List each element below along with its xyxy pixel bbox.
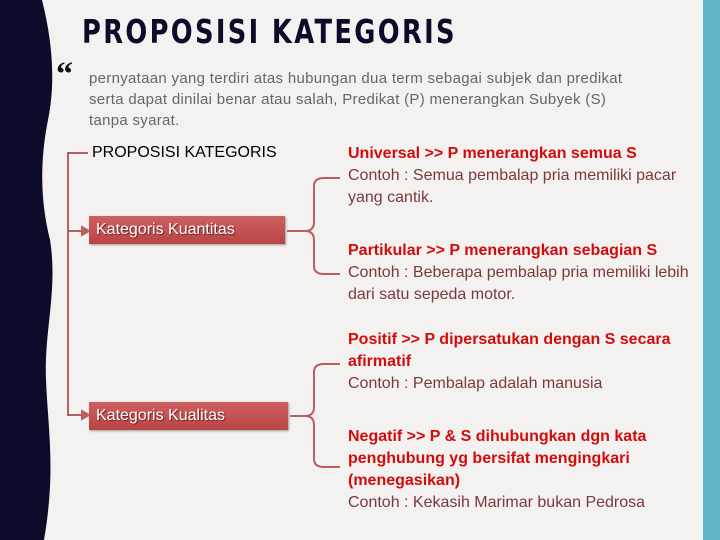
item-heading: Partikular >> P menerangkan sebagian S	[348, 242, 658, 259]
item-heading: Negatif >> P & S dihubungkan dgn kata penghubung yg bersifat mengingkari (menegasikan)	[348, 428, 647, 489]
item-negatif	[348, 426, 698, 514]
item-universal	[348, 143, 698, 209]
diagram-root-label: PROPOSISI KATEGORIS	[92, 144, 277, 161]
item-example: Contoh : Beberapa pembalap pria memiliki lebih dari satu sepeda motor.	[348, 264, 689, 303]
box-kategoris-kualitas: Kategoris Kualitas	[89, 402, 288, 430]
item-example: Contoh : Semua pembalap pria memiliki pacar yang cantik.	[348, 167, 677, 206]
item-example: Contoh : Kekasih Marimar bukan Pedrosa	[348, 494, 646, 511]
box-kategoris-kuantitas: Kategoris Kuantitas	[89, 216, 285, 244]
page-title: PROPOSISI KATEGORIS	[82, 12, 457, 51]
item-example: Contoh : Pembalap adalah manusia	[348, 375, 603, 392]
item-partikular	[348, 240, 698, 306]
quote-icon: “	[56, 56, 73, 93]
item-heading: Universal >> P menerangkan semua S	[348, 145, 637, 162]
item-heading: Positif >> P dipersatukan dengan S secara afirmatif	[348, 331, 671, 370]
item-positif	[348, 329, 698, 395]
intro-text: pernyataan yang terdiri atas hubungan dua term sebagai subjek dan predikat serta dapat dinilai benar atau salah, Predikat (P) menerangkan Subyek (S) tanpa syarat.	[89, 70, 623, 129]
